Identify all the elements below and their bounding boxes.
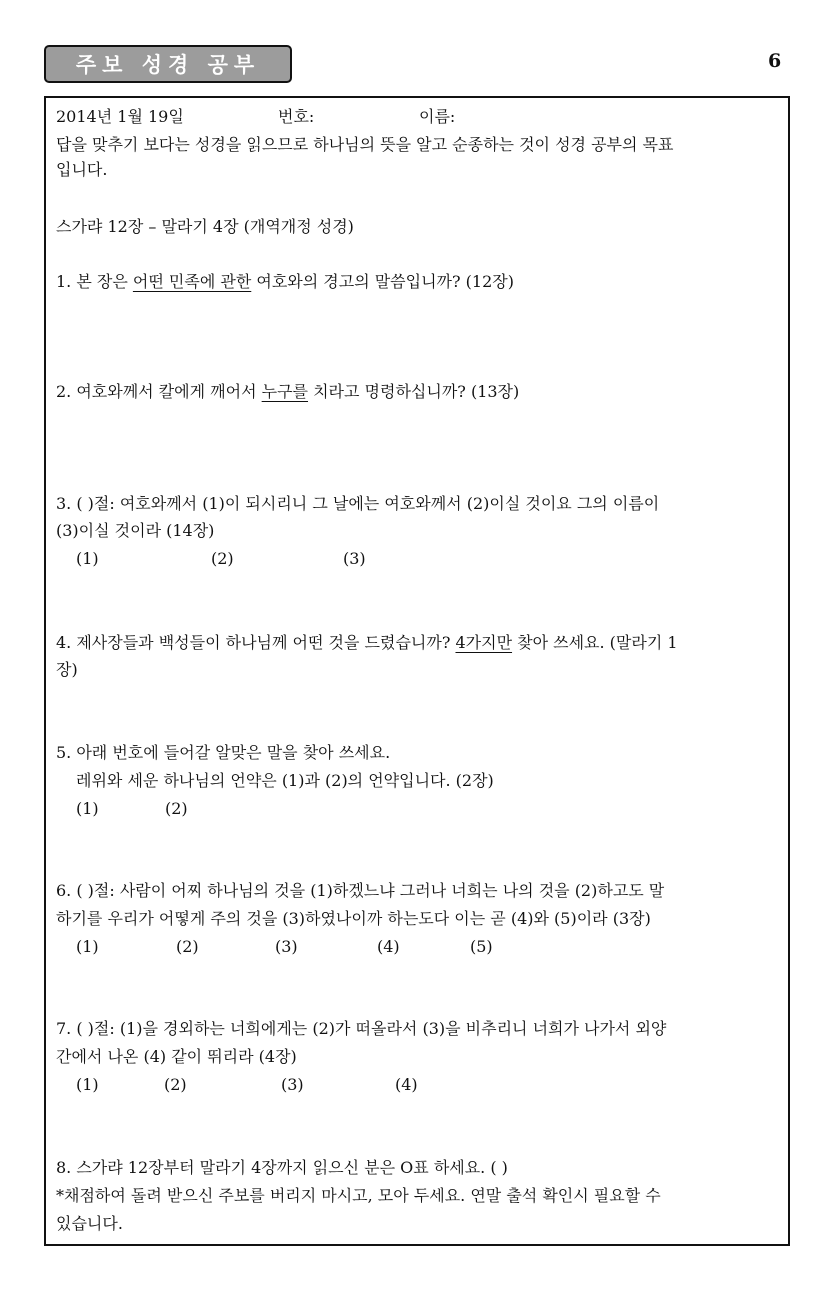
- question-3-line-2: (3)이실 것이라 (14장): [56, 521, 215, 540]
- q6-blank-5: (5): [470, 937, 493, 956]
- question-6-line-1: 6. ( )절: 사람이 어찌 하나님의 것을 (1)하겠느냐 그러나 너희는 나의 것을 (2)하고도 말: [56, 881, 665, 900]
- q4-underline: 4가지만: [455, 633, 513, 652]
- question-7-line-1: 7. ( )절: (1)을 경외하는 너희에게는 (2)가 떠올라서 (3)을 비추리니 너희가 나가서 외양: [56, 1019, 667, 1038]
- q2-pre: 2. 여호와께서 칼에게 깨어서: [56, 382, 262, 401]
- number-label: 번호:: [278, 107, 315, 126]
- q1-pre: 1. 본 장은: [56, 272, 133, 291]
- title-box: [44, 45, 292, 83]
- intro-line-1: 답을 맞추기 보다는 성경을 읽으므로 하나님의 뜻을 알고 순종하는 것이 성경 공부의 목표: [56, 135, 674, 154]
- question-8: 8. 스가랴 12장부터 말라기 4장까지 읽으신 분은 O표 하세요. ( ): [56, 1158, 508, 1177]
- question-3-line-1: 3. ( )절: 여호와께서 (1)이 되시리니 그 날에는 여호와께서 (2)이실 것이요 그의 이름이: [56, 494, 660, 513]
- q2-post: 치라고 명령하십니까? (13장): [308, 382, 520, 401]
- q5-blank-2: (2): [165, 799, 188, 818]
- q4-post: 찾아 쓰세요. (말라기 1: [512, 633, 678, 652]
- question-6-line-2: 하기를 우리가 어떻게 주의 것을 (3)하였나이까 하는도다 이는 곧 (4)와 (5)이라 (3장): [56, 909, 651, 928]
- q1-post: 여호와의 경고의 말씀입니까? (12장): [251, 272, 514, 291]
- q3-blank-1: (1): [76, 549, 99, 568]
- question-2: [56, 382, 519, 402]
- q3-blank-2: (2): [211, 549, 234, 568]
- q1-underline: 어떤 민족에 관한: [132, 272, 252, 291]
- q6-blank-4: (4): [377, 937, 400, 956]
- q4-pre: 4. 제사장들과 백성들이 하나님께 어떤 것을 드렸습니까?: [56, 633, 456, 652]
- q2-underline: 누구를: [261, 382, 309, 401]
- page-title: 주보 성경 공부: [75, 53, 261, 77]
- question-5-line-2: 레위와 세운 하나님의 언약은 (1)과 (2)의 언약입니다. (2장): [76, 771, 494, 790]
- worksheet-frame: [44, 96, 790, 1246]
- q3-blank-3: (3): [343, 549, 366, 568]
- page-number: 6: [768, 50, 782, 72]
- name-label: 이름:: [419, 107, 456, 126]
- note-line-1: *채점하여 돌려 받으신 주보를 버리지 마시고, 모아 두세요. 연말 출석 확인시 필요할 수: [56, 1186, 661, 1205]
- q7-blank-1: (1): [76, 1075, 99, 1094]
- question-4-line-2: 장): [56, 660, 78, 679]
- date-text: 2014년 1월 19일: [56, 107, 184, 126]
- q7-blank-2: (2): [164, 1075, 187, 1094]
- q7-blank-3: (3): [281, 1075, 304, 1094]
- question-7-line-2: 간에서 나온 (4) 같이 뛰리라 (4장): [56, 1047, 297, 1066]
- q5-blank-1: (1): [76, 799, 99, 818]
- q7-blank-4: (4): [395, 1075, 418, 1094]
- note-line-2: 있습니다.: [56, 1214, 123, 1233]
- passage-range: 스가랴 12장 – 말라기 4장 (개역개정 성경): [56, 217, 354, 236]
- q6-blank-3: (3): [275, 937, 298, 956]
- question-1: [56, 272, 514, 292]
- q6-blank-2: (2): [176, 937, 199, 956]
- q6-blank-1: (1): [76, 937, 99, 956]
- question-5-line-1: 5. 아래 번호에 들어갈 알맞은 말을 찾아 쓰세요.: [56, 743, 391, 762]
- intro-line-2: 입니다.: [56, 160, 108, 179]
- question-4-line-1: [56, 633, 678, 653]
